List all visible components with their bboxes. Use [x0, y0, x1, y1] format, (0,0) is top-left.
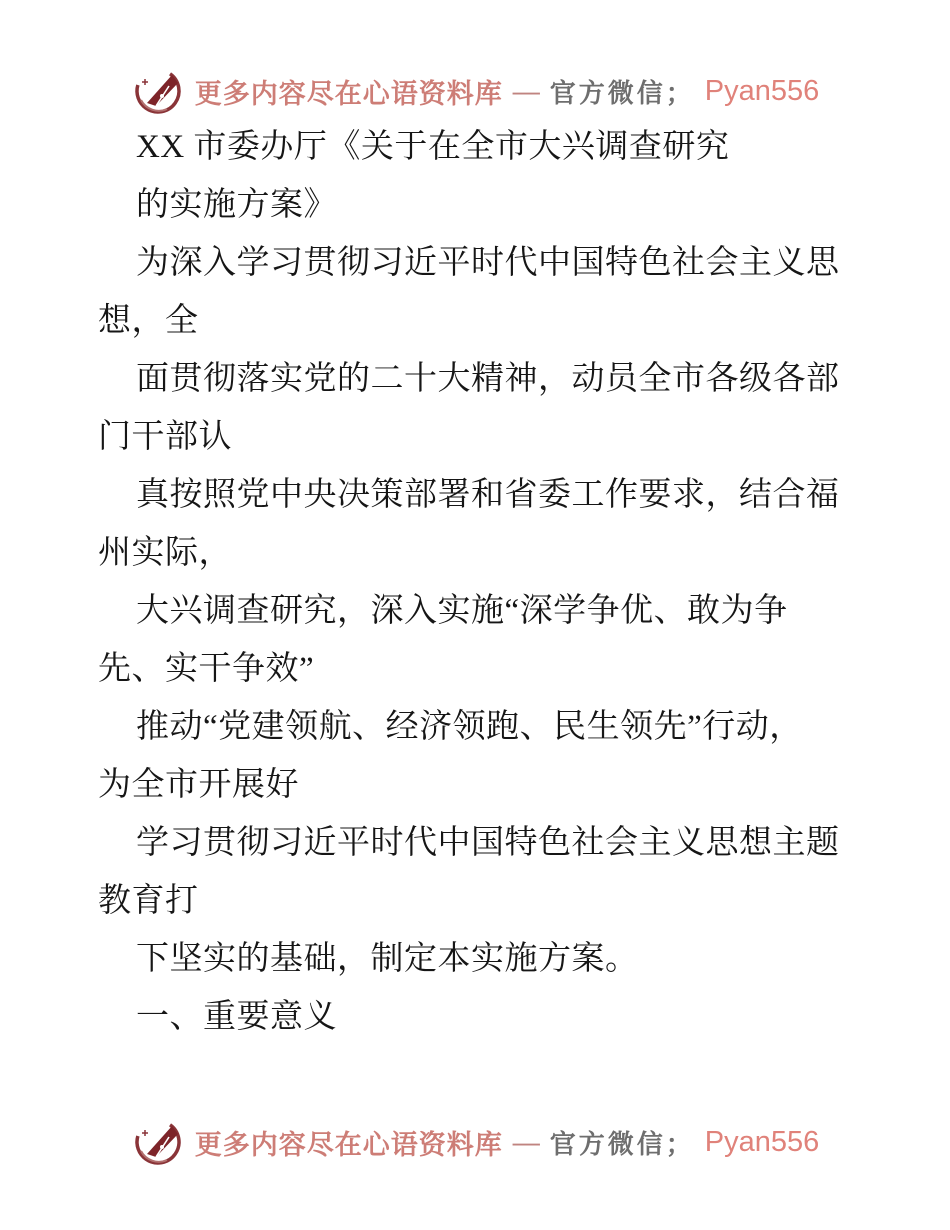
text-line: 真按照党中央决策部署和省委工作要求，结合福	[136, 477, 840, 513]
text-line: 下坚实的基础，制定本实施方案。	[136, 941, 639, 977]
pen-nib-circle-logo-icon	[131, 1115, 185, 1169]
text-line: 州实际，	[98, 535, 232, 571]
text-line: 推动“党建领航、经济领跑、民生领先”行动，	[136, 709, 803, 745]
pen-nib-circle-logo-icon	[131, 64, 185, 118]
watermark-footer	[0, 1114, 950, 1170]
text-line: 教育打	[98, 883, 199, 919]
text-line: 门干部认	[98, 419, 232, 455]
text-line: 学习贯彻习近平时代中国特色社会主义思想主题	[136, 825, 840, 861]
banner-wechat-label: 官方微信；	[549, 1129, 695, 1159]
text-line: 一、重要意义	[136, 999, 337, 1035]
document-body	[98, 118, 888, 1046]
text-line: 想，全	[98, 303, 199, 339]
text-line: 的实施方案》	[136, 187, 337, 223]
text-line: XX 市委办厅《关于在全市大兴调查研究	[136, 129, 730, 165]
banner-brand-text: 更多内容尽在心语资料库	[194, 78, 503, 109]
text-line: 大兴调查研究，深入实施“深学争优、敢为争	[136, 593, 788, 629]
banner-dash: —	[512, 1126, 540, 1157]
banner-wechat-label: 官方微信；	[549, 78, 695, 108]
text-line: 先、实干争效”	[98, 651, 315, 687]
text-line: 为全市开展好	[98, 767, 299, 803]
banner-brand-text: 更多内容尽在心语资料库	[194, 1129, 503, 1160]
watermark-header	[0, 63, 950, 119]
text-line: 为深入学习贯彻习近平时代中国特色社会主义思	[136, 245, 840, 281]
banner-wechat-id: Pyan556	[704, 74, 820, 107]
banner-dash: —	[512, 75, 540, 106]
banner-wechat-id: Pyan556	[704, 1125, 820, 1158]
text-line: 面贯彻落实党的二十大精神，动员全市各级各部	[136, 361, 840, 397]
